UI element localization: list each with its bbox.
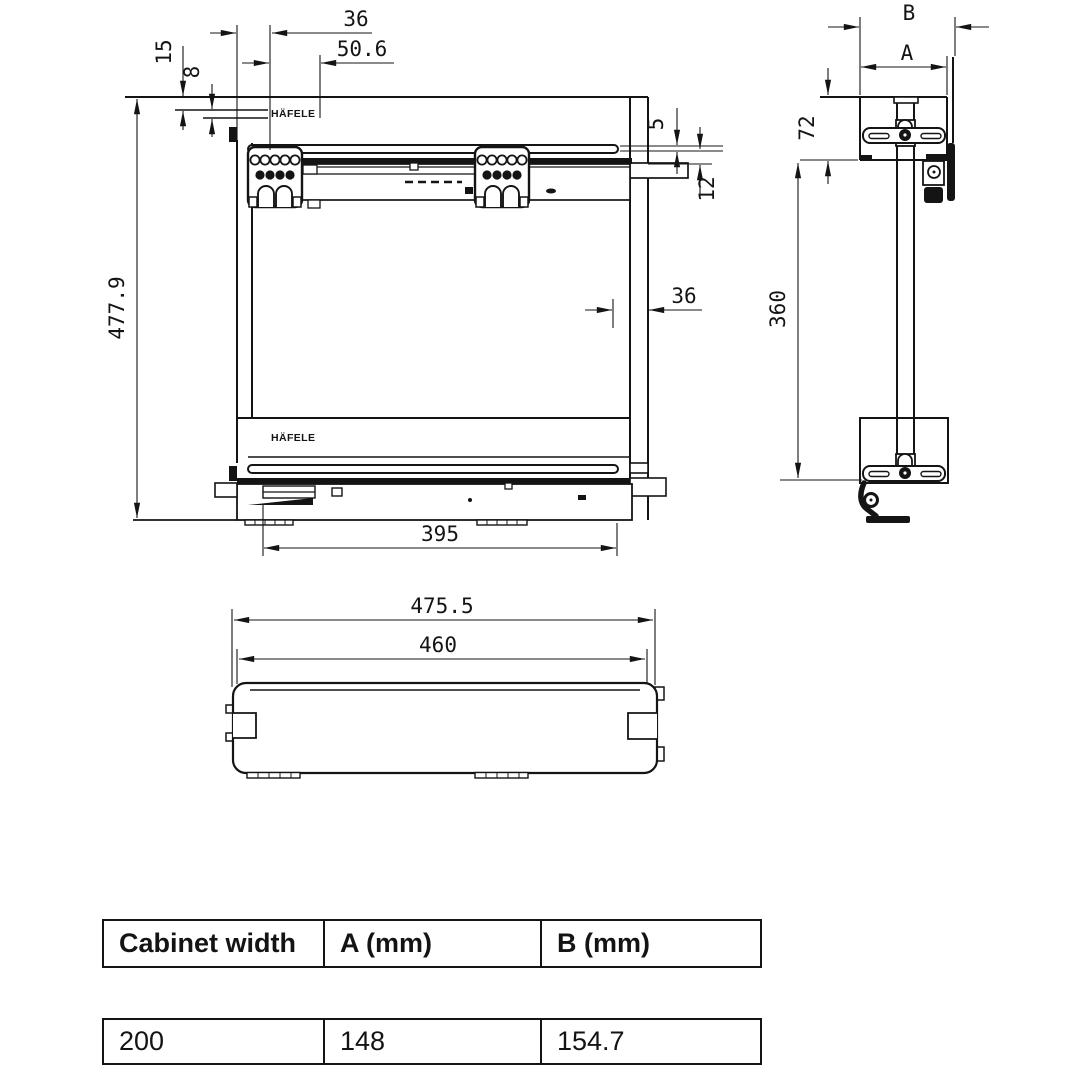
- value-b-mm: 154.7: [540, 1020, 760, 1063]
- mounting-bracket-left: [248, 147, 302, 207]
- header-a-mm: A (mm): [323, 921, 540, 966]
- dim-inner-width: [237, 633, 647, 684]
- rail-housing-bottom: [860, 418, 948, 483]
- dim-label: 475.5: [410, 594, 474, 618]
- dim-top-inset-15: [152, 39, 183, 130]
- top-view: [226, 594, 664, 778]
- dim-top-bracket-72: [795, 68, 858, 184]
- dim-label: 72: [795, 115, 819, 141]
- dim-label: 360: [766, 290, 790, 328]
- dim-label: 395: [421, 522, 459, 546]
- dim-label: 36: [671, 284, 697, 308]
- dim-top-inset-8: [180, 66, 212, 137]
- bottom-slide-rail: [133, 463, 666, 525]
- value-a-mm: 148: [323, 1020, 540, 1063]
- front-hook: [861, 483, 910, 523]
- spec-table-header-row: [102, 919, 762, 968]
- dim-bracket-spacing-360: [766, 163, 862, 480]
- adjustable-bracket-top: [863, 120, 945, 146]
- dim-front-height: [105, 99, 137, 518]
- dim-label: 460: [419, 633, 457, 657]
- dim-top-width2: [242, 37, 394, 118]
- value-cabinet-width: 200: [119, 1026, 165, 1056]
- dim-label: 50.6: [336, 37, 388, 61]
- dim-label: 36: [343, 7, 369, 31]
- header-b-mm: B (mm): [540, 921, 760, 966]
- mounting-bracket-right: [475, 147, 529, 207]
- brand-logo-top: HÄFELE: [271, 108, 316, 120]
- dim-label: 15: [152, 39, 176, 65]
- dim-side-clearance-36: [585, 284, 702, 328]
- frame-plan-outline: [226, 683, 664, 778]
- front-view: [105, 7, 723, 556]
- post-knob: [229, 466, 237, 481]
- spec-table: [102, 919, 762, 1065]
- dim-width-a: [861, 41, 947, 95]
- side-view: [766, 1, 989, 523]
- dim-label: A: [900, 41, 914, 65]
- dim-label: 12: [695, 176, 719, 202]
- top-slide-rail: [248, 145, 688, 208]
- dim-label: 5: [644, 117, 668, 131]
- dim-label: 477.9: [105, 276, 129, 340]
- post-knob: [229, 127, 237, 142]
- dim-label: B: [902, 1, 916, 25]
- spec-table-value-row: [102, 1018, 762, 1065]
- brand-logo-bottom: HÄFELE: [271, 432, 316, 444]
- dim-label: 8: [180, 65, 204, 79]
- header-cabinet-width: Cabinet width: [119, 928, 296, 958]
- dim-rail-height-12: [648, 127, 719, 202]
